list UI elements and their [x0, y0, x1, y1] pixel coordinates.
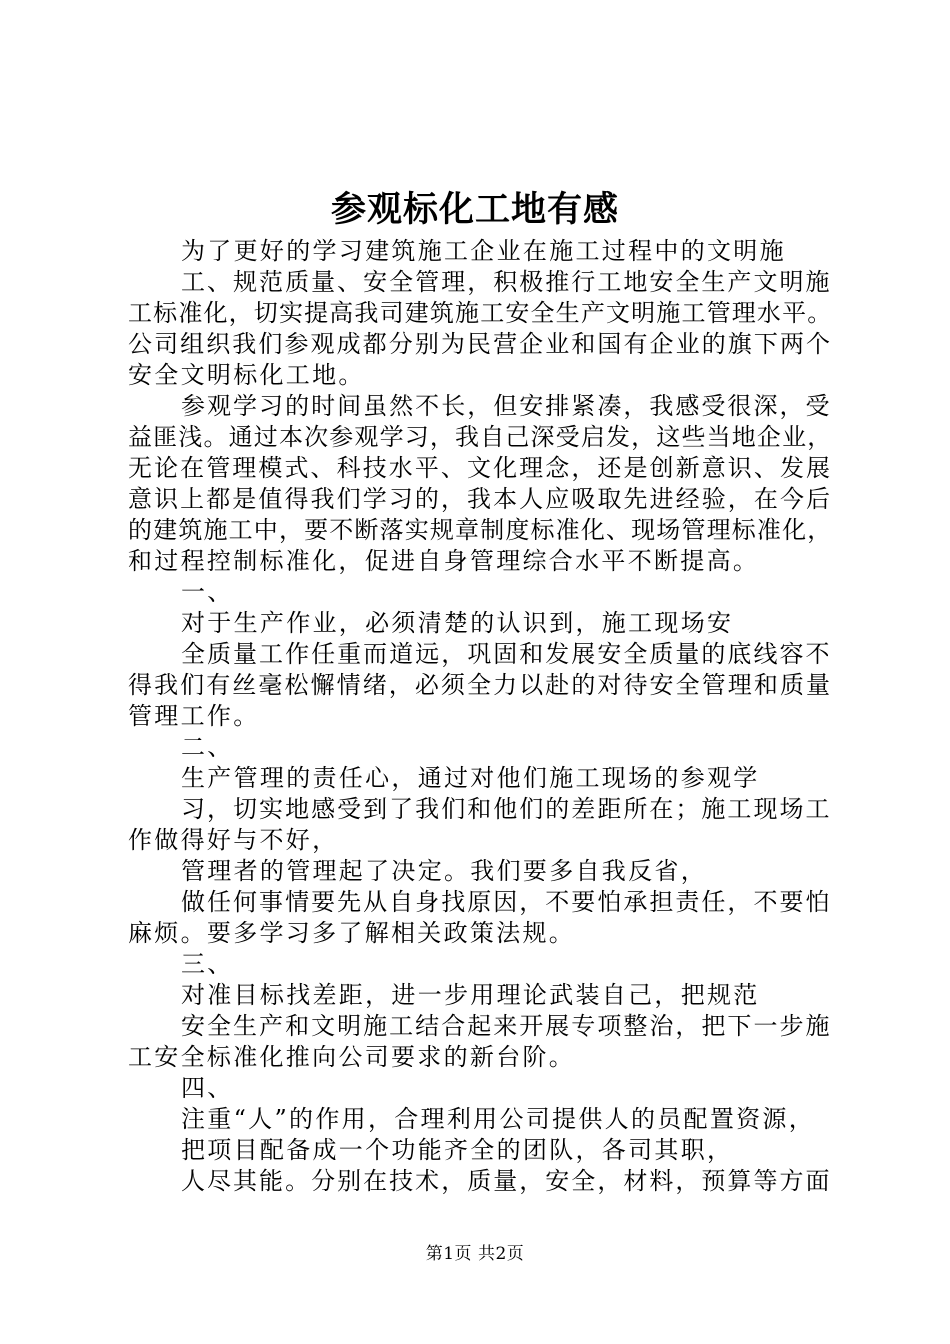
body-line: 管理者的管理起了决定。我们要多自我反省， — [181, 857, 707, 885]
body-line: 安全生产和文明施工结合起来开展专项整治，把下一步施 — [181, 1012, 832, 1040]
body-line: 麻烦。要多学习多了解相关政策法规。 — [128, 919, 576, 947]
section-number: 四、 — [181, 1074, 234, 1102]
body-line: 做任何事情要先从自身找原因，不要怕承担责任，不要怕 — [181, 888, 832, 916]
body-line: 作做得好与不好， — [128, 826, 339, 854]
document-title: 参观标化工地有感 — [330, 189, 619, 230]
body-line: 参观学习的时间虽然不长，但安排紧凑，我感受很深，受 — [181, 392, 832, 420]
body-line: 得我们有丝毫松懈情绪，必须全力以赴的对待安全管理和质量 — [128, 671, 833, 699]
body-line: 生产管理的责任心，通过对他们施工现场的参观学 — [181, 764, 760, 792]
body-line: 对准目标找差距，进一步用理论武装自己，把规范 — [181, 981, 760, 1009]
page-number-footer: 第1页 共2页 — [425, 1244, 525, 1264]
body-line: 工安全标准化推向公司要求的新台阶。 — [128, 1043, 576, 1071]
section-number: 二、 — [181, 733, 234, 761]
body-line: 益匪浅。通过本次参观学习，我自己深受启发，这些当地企业， — [128, 423, 833, 451]
section-number: 一、 — [181, 578, 234, 606]
body-line: 对于生产作业，必须清楚的认识到，施工现场安 — [181, 609, 734, 637]
body-line: 工、规范质量、安全管理，积极推行工地安全生产文明施 — [181, 268, 832, 296]
body-line: 无论在管理模式、科技水平、文化理念，还是创新意识、发展 — [128, 454, 833, 482]
body-line: 的建筑施工中，要不断落实规章制度标准化、现场管理标准化， — [128, 516, 833, 544]
body-line: 和过程控制标准化，促进自身管理综合水平不断提高。 — [128, 547, 760, 575]
body-line: 为了更好的学习建筑施工企业在施工过程中的文明施 — [181, 237, 786, 265]
section-number: 三、 — [181, 950, 234, 978]
body-line: 公司组织我们参观成都分别为民营企业和国有企业的旗下两个 — [128, 330, 833, 358]
body-line: 安全文明标化工地。 — [128, 361, 365, 389]
body-line: 注重“人”的作用，合理利用公司提供人的员配置资源， — [181, 1105, 816, 1133]
body-line: 人尽其能。分别在技术，质量，安全，材料，预算等方面 — [181, 1167, 832, 1195]
body-line: 工标准化，切实提高我司建筑施工安全生产文明施工管理水平。 — [128, 299, 833, 327]
body-line: 管理工作。 — [128, 702, 260, 730]
body-line: 把项目配备成一个功能齐全的团队，各司其职， — [181, 1136, 734, 1164]
body-line: 意识上都是值得我们学习的，我本人应吸取先进经验，在今后 — [128, 485, 833, 513]
body-line: 习，切实地感受到了我们和他们的差距所在；施工现场工 — [181, 795, 832, 823]
body-line: 全质量工作任重而道远，巩固和发展安全质量的底线容不 — [181, 640, 832, 668]
